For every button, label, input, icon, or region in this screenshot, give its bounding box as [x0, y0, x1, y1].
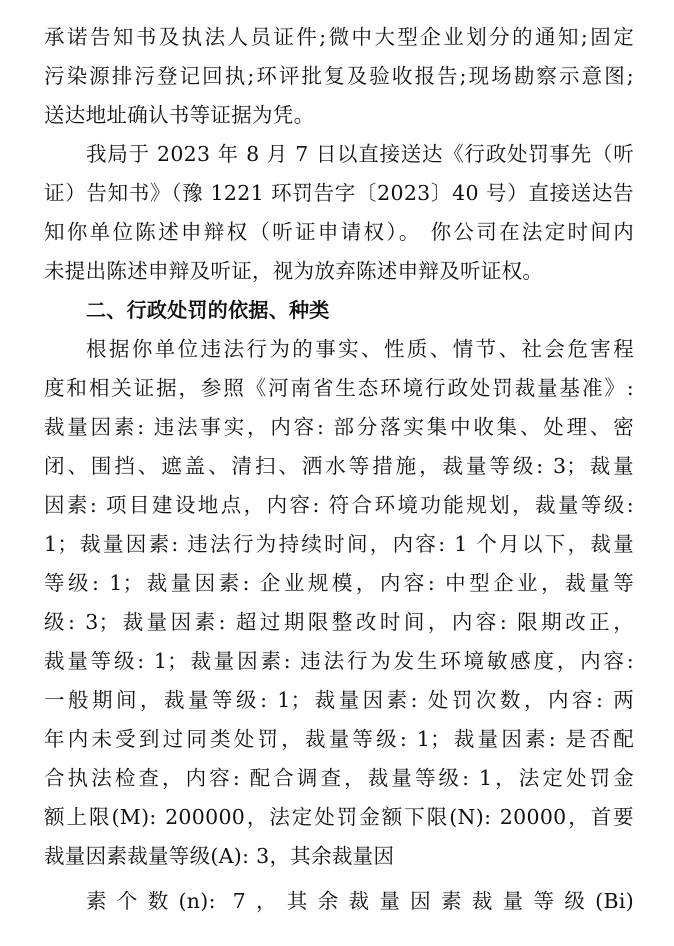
section-heading: 二、行政处罚的依据、种类	[86, 298, 330, 322]
text-line: 裁量因素: 违法事实，内容: 部分落实集中收集、处理、密	[44, 415, 634, 439]
text-line: 知你单位陈述申辩权（听证申请权）。 你公司在法定时间内	[44, 220, 634, 244]
text-line: 1；裁量因素: 违法行为持续时间，内容: 1 个月以下，裁量	[44, 532, 634, 556]
text-line: 年内未受到过同类处罚，裁量等级: 1；裁量因素: 是否配	[44, 727, 634, 751]
text-line: 根据你单位违法行为的事实、性质、情节、社会危害程	[86, 337, 634, 361]
text-line: 额上限(M): 200000，法定处罚金额下限(N): 20000，首要	[44, 805, 634, 829]
text-line: 裁量因素裁量等级(A): 3，其余裁量因	[44, 844, 395, 868]
text-line: 一般期间，裁量等级: 1；裁量因素: 处罚次数，内容: 两	[44, 688, 634, 712]
text-line: 送达地址确认书等证据为凭。	[44, 103, 315, 127]
text-line: 裁量等级: 1；裁量因素: 违法行为发生环境敏感度，内容:	[44, 649, 634, 673]
text-line: 素个数(n): 7，其余裁量因素裁量等级(Bi)	[86, 889, 634, 913]
text-line: 因素: 项目建设地点，内容: 符合环境功能规划，裁量等级:	[44, 493, 634, 517]
text-line: 等级: 1；裁量因素: 企业规模，内容: 中型企业，裁量等	[44, 571, 634, 595]
text-line: 合执法检查，内容: 配合调查，裁量等级: 1，法定处罚金	[44, 766, 634, 790]
text-line: 承诺告知书及执法人员证件;微中大型企业划分的通知;固定	[44, 25, 634, 49]
text-line: 级: 3；裁量因素: 超过期限整改时间，内容: 限期改正，	[44, 610, 634, 634]
text-line: 污染源排污登记回执;环评批复及验收报告;现场勘察示意图;	[44, 64, 634, 88]
text-line: 闭、围挡、遮盖、清扫、洒水等措施，裁量等级: 3；裁量	[44, 454, 634, 478]
text-line: 我局于 2023 年 8 月 7 日以直接送达《行政处罚事先（听	[86, 142, 634, 166]
text-line: 证）告知书》（豫 1221 环罚告字〔2023〕40 号）直接送达告	[44, 181, 634, 205]
text-line: 未提出陈述申辩及听证，视为放弃陈述申辩及听证权。	[44, 259, 544, 283]
text-line: 度和相关证据，参照《河南省生态环境行政处罚裁量基准》:	[44, 376, 634, 400]
